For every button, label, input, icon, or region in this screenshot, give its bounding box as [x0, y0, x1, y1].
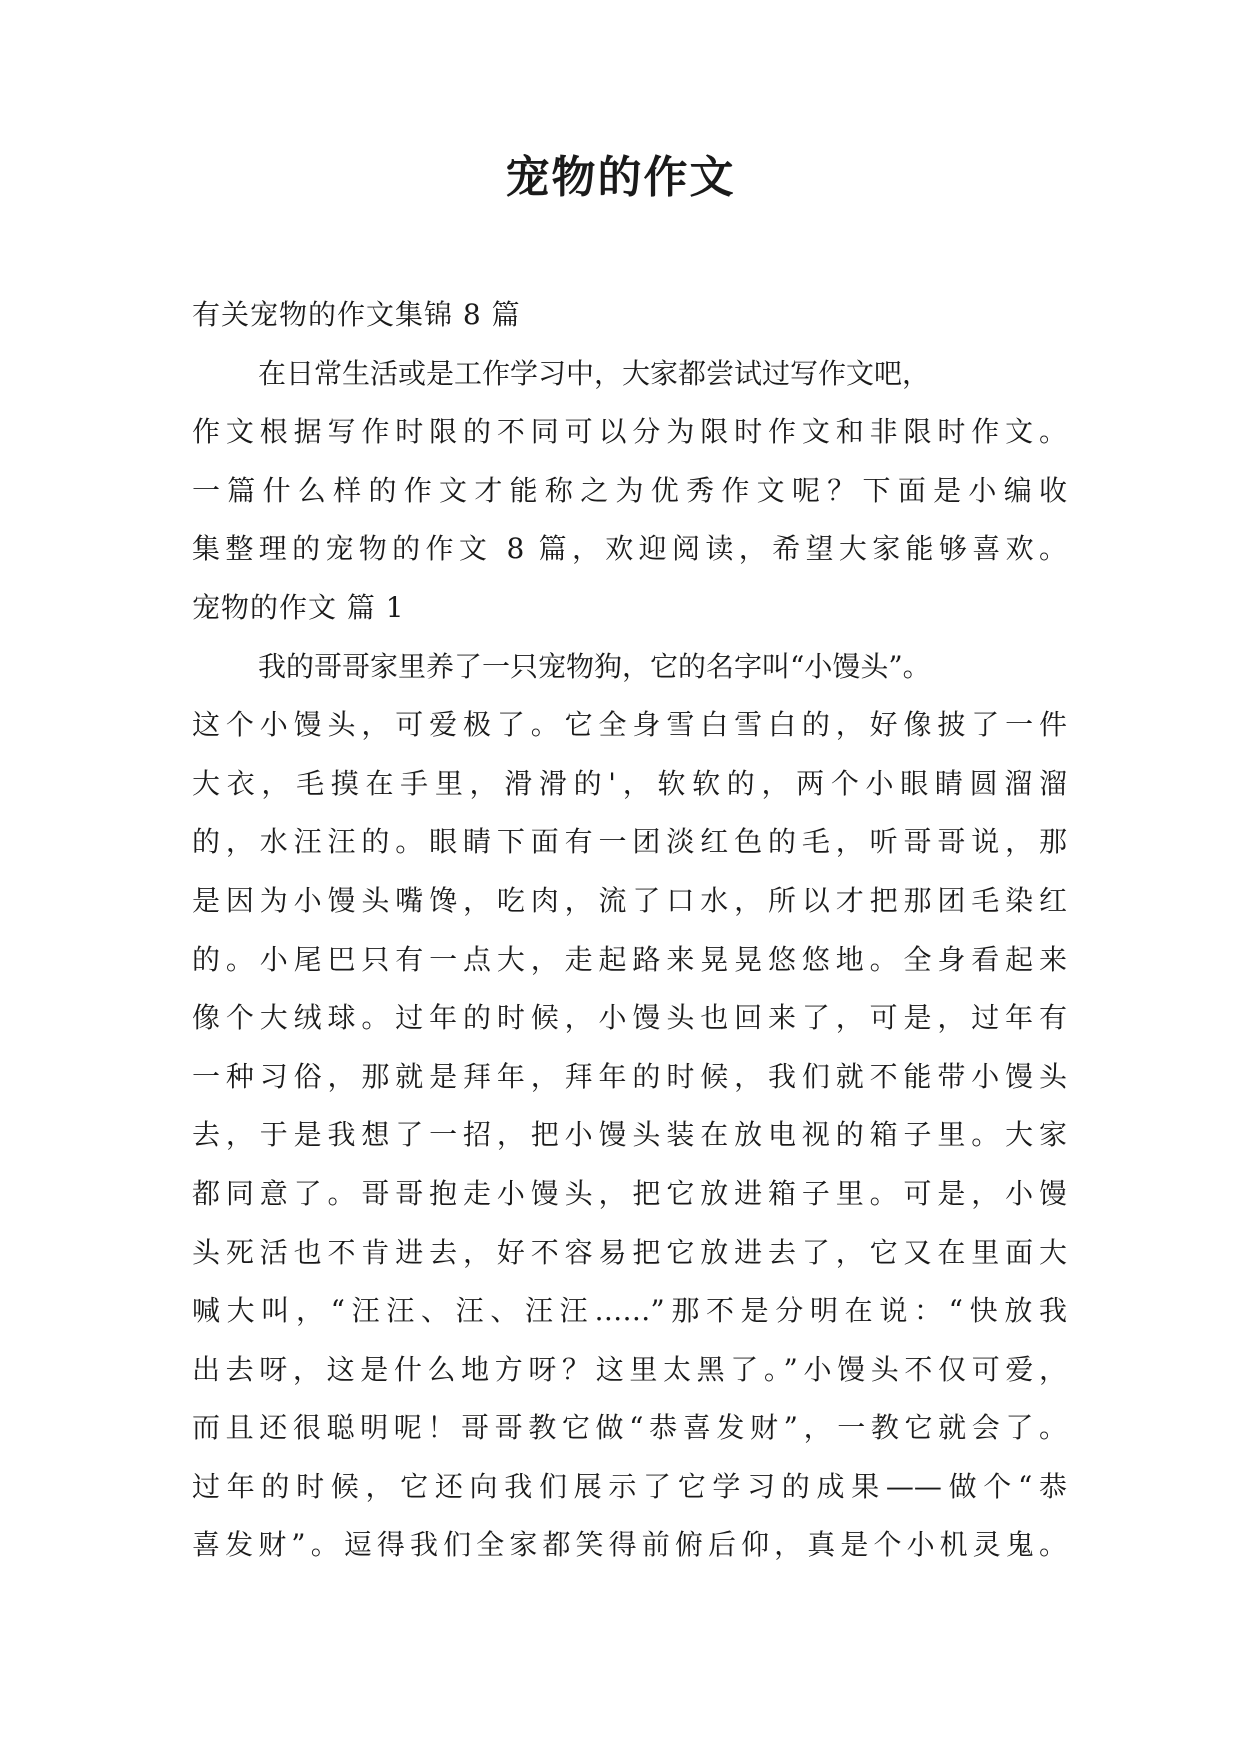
text-line: 喊大叫，“汪汪、汪、汪汪……”那不是分明在说：“快放我	[192, 1294, 1067, 1328]
text-line: 宠物的作文 篇 1	[192, 590, 405, 624]
text-line: 喜发财”。逗得我们全家都笑得前俯后仰，真是个小机灵鬼。	[192, 1528, 1067, 1562]
text-line: 去，于是我想了一招，把小馒头装在放电视的箱子里。大家	[192, 1118, 1067, 1152]
document-title: 宠物的作文	[505, 152, 736, 203]
text-line: 像个大绒球。过年的时候，小馒头也回来了，可是，过年有	[192, 1001, 1067, 1035]
text-line: 作文根据写作时限的不同可以分为限时作文和非限时作文。	[192, 415, 1067, 449]
text-line: 我的哥哥家里养了一只宠物狗，它的名字叫“小馒头”。	[258, 649, 931, 683]
text-line: 都同意了。哥哥抱走小馒头，把它放进箱子里。可是，小馒	[192, 1176, 1067, 1210]
text-line: 一篇什么样的作文才能称之为优秀作文呢？下面是小编收	[192, 473, 1067, 507]
text-line: 过年的时候，它还向我们展示了它学习的成果——做个“恭	[192, 1469, 1067, 1503]
text-line: 一种习俗，那就是拜年，拜年的时候，我们就不能带小馒头	[192, 1059, 1067, 1093]
text-line: 集整理的宠物的作文 8 篇，欢迎阅读，希望大家能够喜欢。	[192, 532, 1067, 566]
text-line: 头死活也不肯进去，好不容易把它放进去了，它又在里面大	[192, 1235, 1067, 1269]
text-line: 的。小尾巴只有一点大，走起路来晃晃悠悠地。全身看起来	[192, 942, 1067, 976]
text-line: 这个小馒头，可爱极了。它全身雪白雪白的，好像披了一件	[192, 708, 1067, 742]
text-line: 大衣，毛摸在手里，滑滑的'，软软的，两个小眼睛圆溜溜	[192, 766, 1067, 800]
text-line: 在日常生活或是工作学习中，大家都尝试过写作文吧，	[258, 356, 931, 390]
text-line: 而且还很聪明呢！哥哥教它做“恭喜发财”，一教它就会了。	[192, 1411, 1067, 1445]
text-line: 出去呀，这是什么地方呀？这里太黑了。”小馒头不仅可爱，	[192, 1352, 1067, 1386]
text-line: 有关宠物的作文集锦 8 篇	[192, 298, 521, 331]
text-line: 的，水汪汪的。眼睛下面有一团淡红色的毛，听哥哥说，那	[192, 825, 1067, 859]
text-line: 是因为小馒头嘴馋，吃肉，流了口水，所以才把那团毛染红	[192, 883, 1067, 917]
document-body	[192, 286, 1067, 1575]
